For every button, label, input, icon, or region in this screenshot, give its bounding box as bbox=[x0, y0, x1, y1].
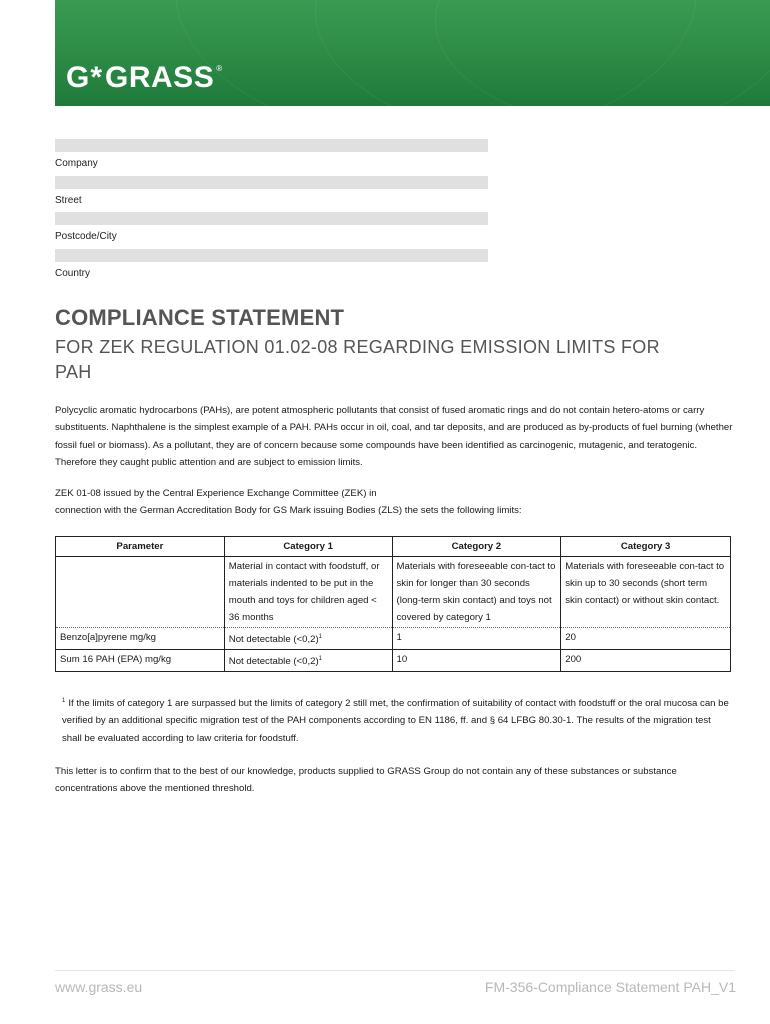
grass-logo bbox=[66, 60, 222, 96]
row-category-2: 10 bbox=[392, 650, 561, 672]
document-subtitle: FOR ZEK REGULATION 01.02-08 REGARDING EMISSION LIMITS FOR PAH bbox=[55, 337, 660, 382]
country-input[interactable] bbox=[55, 249, 488, 262]
table-row bbox=[56, 650, 731, 672]
row-category-2: 1 bbox=[392, 628, 561, 650]
closing-paragraph: This letter is to confirm that to the best of our knowledge, products supplied to GRASS Group do not contain any of these substances or substance concentrations above the mentioned threshold. bbox=[55, 766, 677, 795]
row-category-1-value: Not detectable (<0,2) bbox=[228, 634, 319, 646]
footnote-ref: 1 bbox=[318, 634, 322, 640]
footnote-text: If the limits of category 1 are surpassed but the limits of category 2 still met, the confirmation of suitability of contact with foodstuff or the oral mucosa can be verified by an additional specific migration test of the PAH components according to EN 1186, ff. and § 64 LFBG 80.30-1. The results of the migration test shall be evaluated according to law criteria for foodstuff. bbox=[62, 698, 729, 744]
row-category-1-value: Not detectable (<0,2) bbox=[228, 656, 319, 668]
footer-divider bbox=[55, 970, 735, 971]
footnote-marker: 1 bbox=[62, 698, 66, 704]
footer-document-id: FM-356-Compliance Statement PAH_V1 bbox=[484, 979, 736, 995]
zek-line-1: ZEK 01-08 issued by the Central Experience Exchange Committee (ZEK) in bbox=[55, 488, 377, 499]
row-category-3: 200 bbox=[561, 650, 731, 672]
description-category-2: Materials with foreseeable con-tact to skin for longer than 30 seconds (long-term skin contact) and toys not covered by category 1 bbox=[392, 557, 561, 628]
footnote-ref: 1 bbox=[318, 656, 322, 663]
intro-paragraph: Polycyclic aromatic hydrocarbons (PAHs), are potent atmospheric pollutants that consist of fused aromatic rings and do not contain hetero-atoms or carry substituents. Naphthalene is the simplest example of a PAH. PAHs occur in oil, coal, and tar deposits, and are produced as by-products of fuel burning (whether fossil fuel or biomass). As a pollutant, they are of concern because some compounds have been identified as carcinogenic, mutagenic, and teratogenic. Therefore they caught public attention and are subject to emission limits. bbox=[55, 405, 733, 468]
description-parameter bbox=[56, 557, 225, 628]
row-parameter: Benzo[a]pyrene mg/kg bbox=[56, 628, 225, 650]
postcode-city-field[interactable] bbox=[55, 212, 488, 242]
footer-website[interactable]: www.grass.eu bbox=[55, 979, 143, 995]
zek-line-2: connection with the German Accreditation Body for GS Mark issuing Bodies (ZLS) the sets the following limits: bbox=[55, 505, 522, 517]
company-label: Company bbox=[55, 158, 98, 169]
table-description-row bbox=[56, 557, 731, 628]
postcode-city-label: Postcode/City bbox=[55, 231, 117, 242]
description-category-3: Materials with foreseeable con-tact to skin up to 30 seconds (short term skin contact) or without skin contact. bbox=[561, 557, 731, 628]
header-category-3: Category 3 bbox=[561, 537, 731, 557]
street-label: Street bbox=[55, 195, 82, 206]
logo-name: GRASS bbox=[105, 61, 215, 94]
row-category-1 bbox=[224, 628, 392, 650]
row-parameter: Sum 16 PAH (EPA) mg/kg bbox=[56, 650, 225, 672]
registered-mark: ® bbox=[216, 64, 223, 73]
limits-table bbox=[55, 536, 731, 672]
company-field[interactable] bbox=[55, 139, 488, 169]
header-category-1: Category 1 bbox=[224, 537, 392, 557]
row-category-3: 20 bbox=[561, 628, 731, 650]
banner-pattern bbox=[435, 0, 770, 106]
company-input[interactable] bbox=[55, 139, 488, 152]
zek-paragraph bbox=[55, 485, 735, 520]
footnote bbox=[62, 693, 732, 747]
document-title: COMPLIANCE STATEMENT bbox=[55, 305, 345, 330]
country-field[interactable] bbox=[55, 249, 488, 279]
table-row bbox=[56, 628, 731, 650]
description-category-1: Material in contact with foodstuff, or materials indented to be put in the mouth and toys for children aged < 36 months bbox=[224, 557, 392, 628]
header-parameter: Parameter bbox=[56, 537, 225, 557]
country-label: Country bbox=[55, 268, 91, 279]
header-category-2: Category 2 bbox=[392, 537, 561, 557]
table-header-row bbox=[56, 537, 731, 557]
postcode-city-input[interactable] bbox=[55, 212, 488, 225]
logo-mark: G* bbox=[66, 61, 104, 94]
street-field[interactable] bbox=[55, 176, 488, 206]
row-category-1 bbox=[224, 650, 392, 672]
street-input[interactable] bbox=[55, 176, 488, 189]
